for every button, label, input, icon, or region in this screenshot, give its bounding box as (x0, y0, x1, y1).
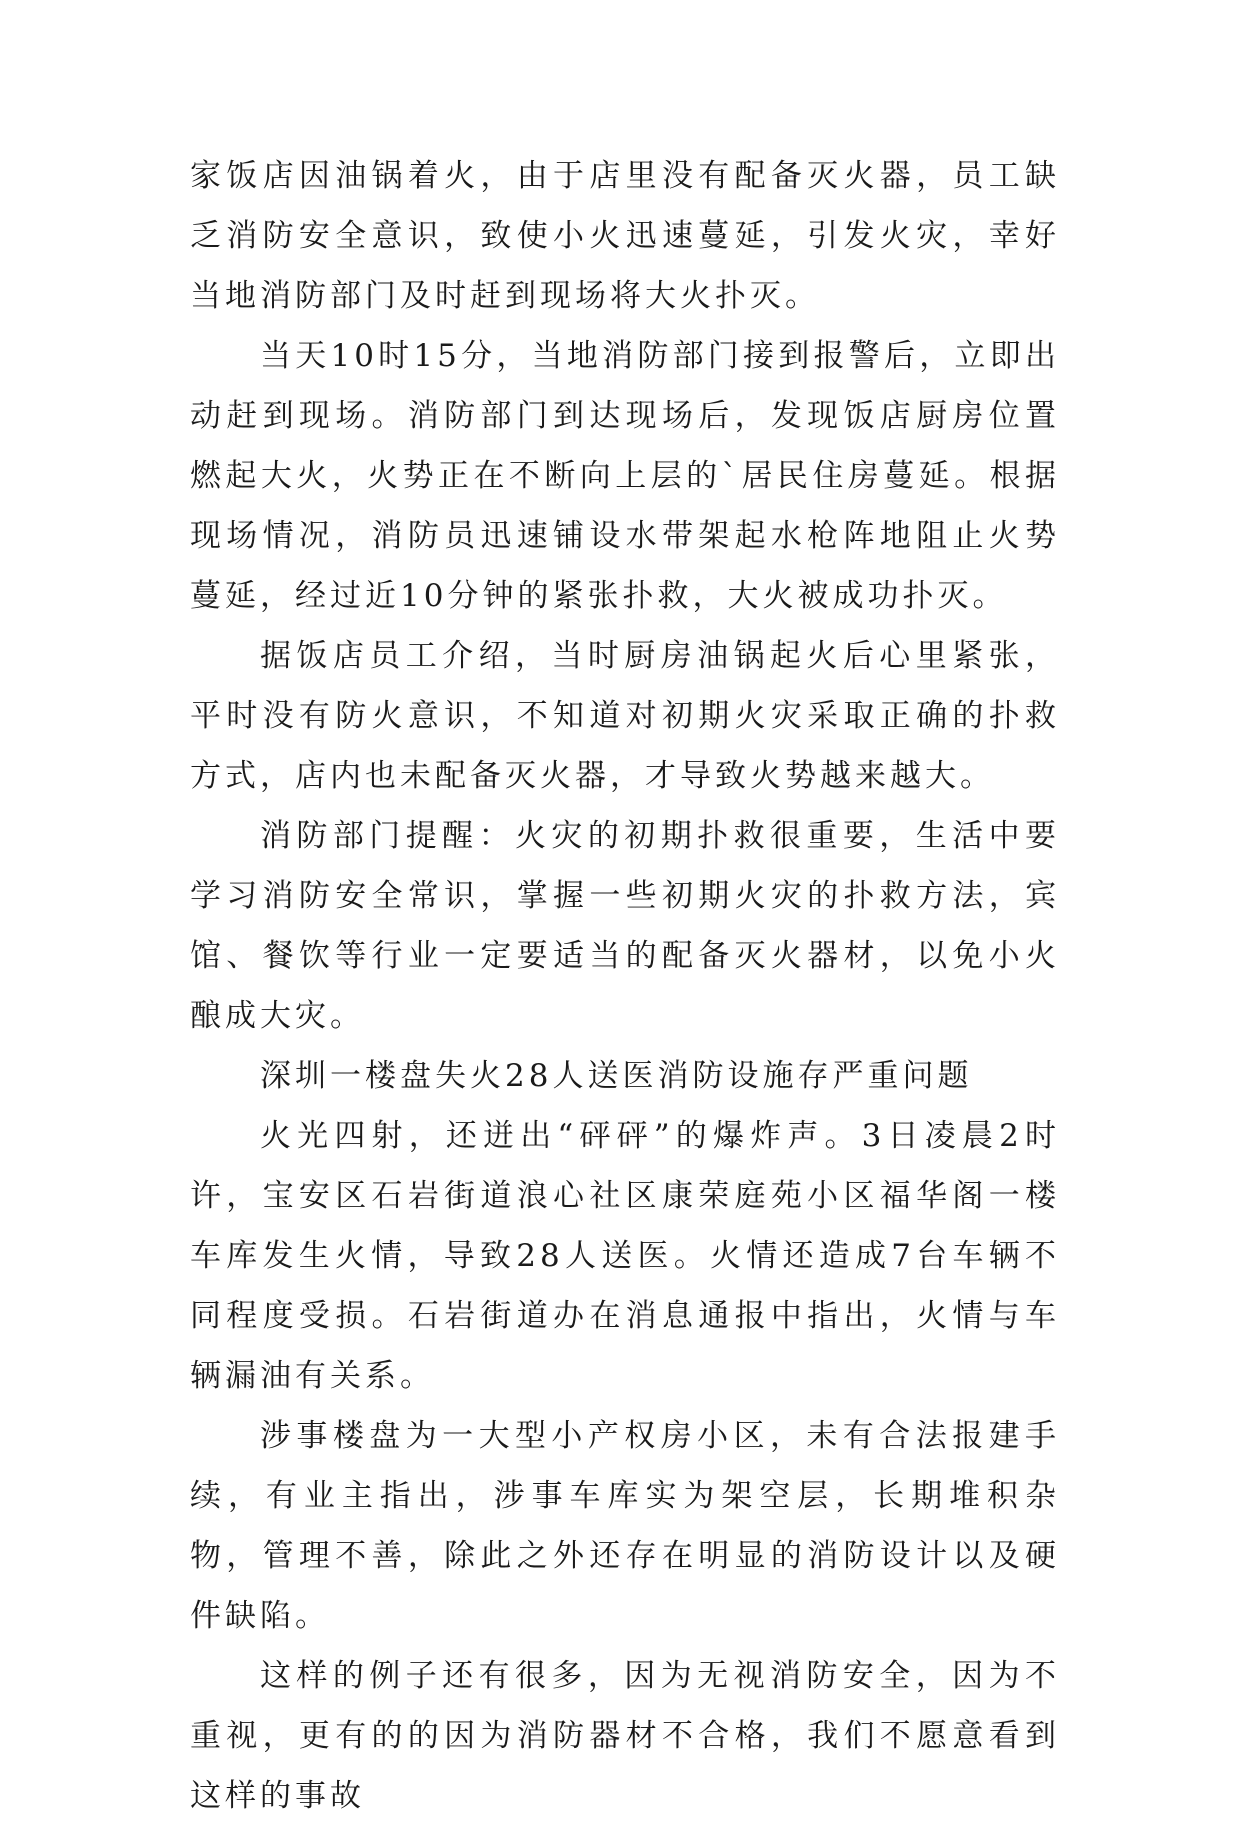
section-heading: 深圳一楼盘失火28人送医消防设施存严重问题 (260, 1058, 973, 1094)
paragraph-7: 这样的例子还有很多，因为无视消防安全，因为不重视，更有的的因为消防器材不合格，我们不愿意看到这样的事故 (190, 1658, 1060, 1814)
document-body (190, 146, 1060, 1826)
paragraph-2: 当天10时15分，当地消防部门接到报警后，立即出动赶到现场。消防部门到达现场后，发现饭店厨房位置燃起大火，火势正在不断向上层的`居民住房蔓延。根据现场情况，消防员迅速铺设水带架起水枪阵地阻止火势蔓延，经过近10分钟的紧张扑救，大火被成功扑灭。 (190, 338, 1060, 614)
paragraph-3: 据饭店员工介绍，当时厨房油锅起火后心里紧张，平时没有防火意识，不知道对初期火灾采取正确的扑救方式，店内也未配备灭火器，才导致火势越来越大。 (190, 638, 1060, 794)
paragraph-1: 家饭店因油锅着火，由于店里没有配备灭火器，员工缺乏消防安全意识，致使小火迅速蔓延，引发火灾，幸好当地消防部门及时赶到现场将大火扑灭。 (190, 158, 1060, 314)
paragraph-4: 消防部门提醒：火灾的初期扑救很重要，生活中要学习消防安全常识，掌握一些初期火灾的扑救方法，宾馆、餐饮等行业一定要适当的配备灭火器材，以免小火酿成大灾。 (190, 818, 1060, 1034)
paragraph-5: 火光四射，还迸出“砰砰”的爆炸声。3日凌晨2时许，宝安区石岩街道浪心社区康荣庭苑小区福华阁一楼车库发生火情，导致28人送医。火情还造成7台车辆不同程度受损。石岩街道办在消息通报中指出，火情与车辆漏油有关系。 (190, 1118, 1060, 1394)
paragraph-6: 涉事楼盘为一大型小产权房小区，未有合法报建手续，有业主指出，涉事车库实为架空层，长期堆积杂物，管理不善，除此之外还存在明显的消防设计以及硬件缺陷。 (190, 1418, 1060, 1634)
